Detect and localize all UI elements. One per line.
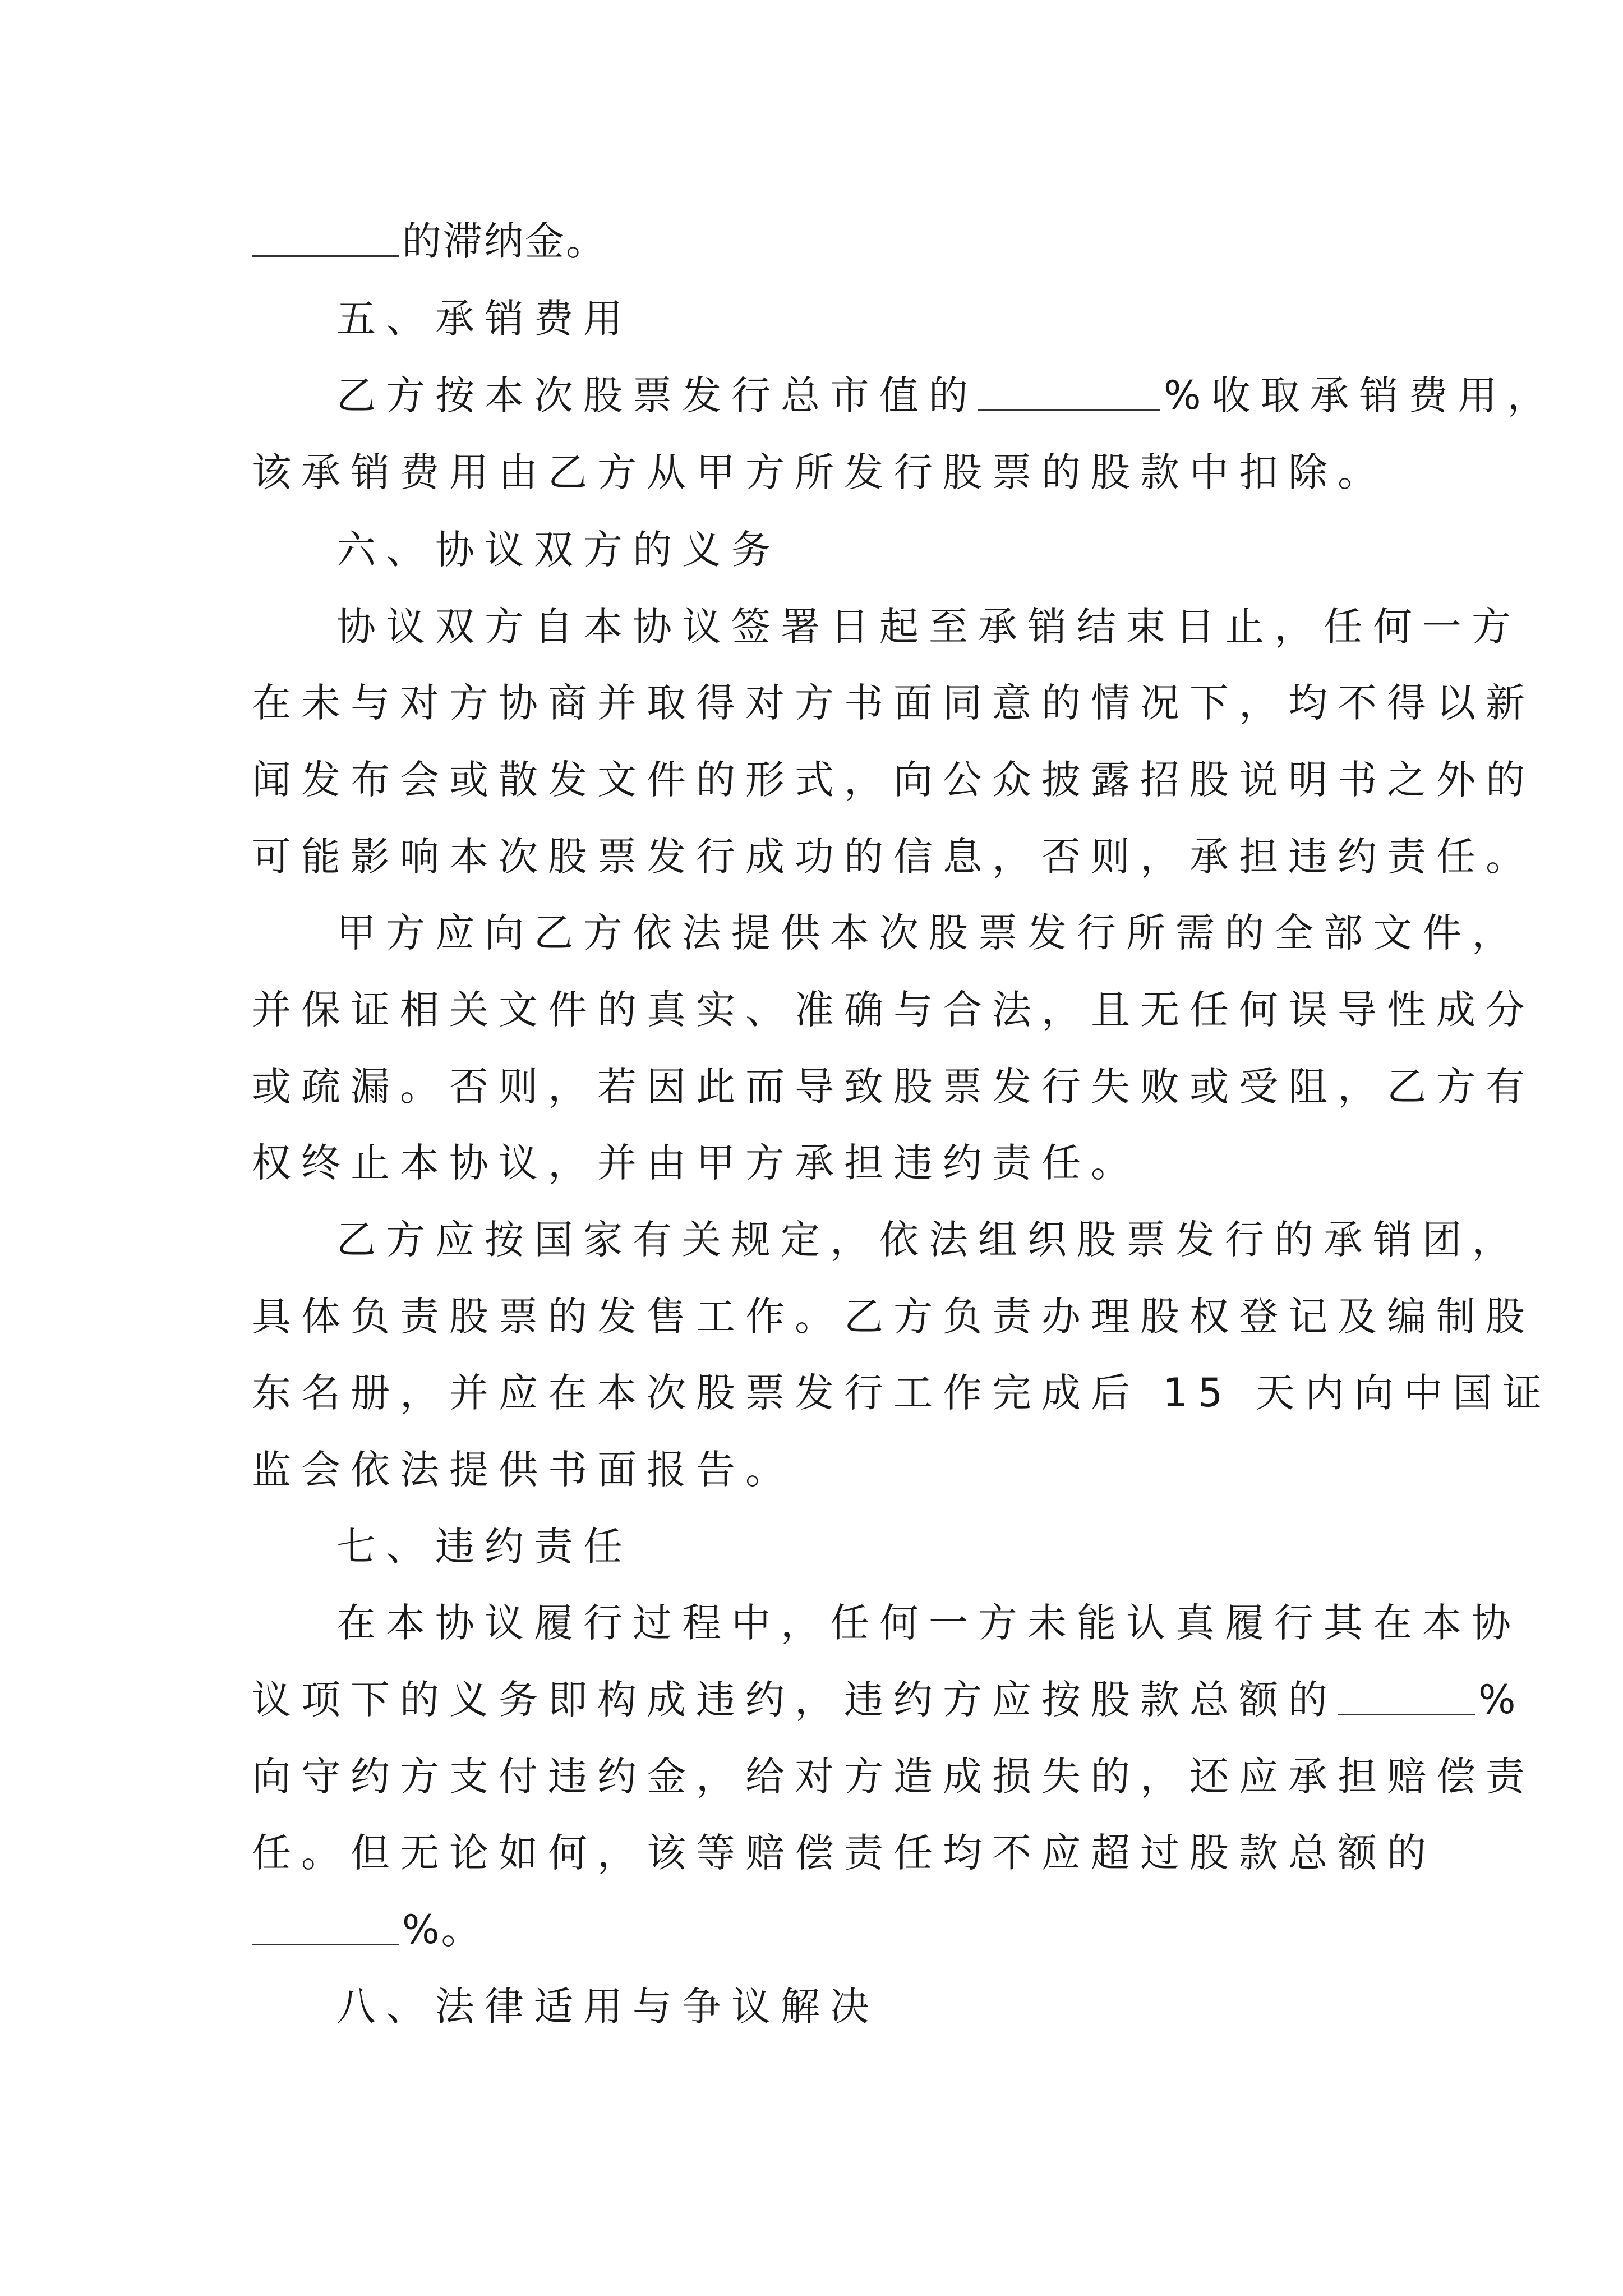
paragraph-line: 在未与对方协商并取得对方书面同意的情况下，均不得以新	[252, 680, 1535, 726]
line-text-before: 议项下的义务即构成违约，违约方应按股款总额的	[252, 1677, 1338, 1723]
line-text-after: %收取承销费用，	[1164, 372, 1557, 418]
section-heading: 五、承销费用	[336, 296, 633, 342]
paragraph-line: 向守约方支付违约金，给对方造成损失的，还应承担赔偿责	[252, 1754, 1535, 1800]
paragraph-line: 东名册，并应在本次股票发行工作完成后 15 天内向中国证	[252, 1370, 1552, 1416]
blank-field[interactable]	[252, 1944, 399, 1945]
paragraph-line: 协议双方自本协议签署日起至承销结束日止，任何一方	[336, 604, 1521, 650]
section-heading: 八、法律适用与争议解决	[336, 1984, 879, 2030]
blank-field[interactable]	[252, 255, 399, 257]
paragraph-line: 权终止本协议，并由甲方承担违约责任。	[252, 1140, 1140, 1186]
section-heading: 六、协议双方的义务	[336, 527, 781, 573]
paragraph-line: 在本协议履行过程中，任何一方未能认真履行其在本协	[336, 1600, 1521, 1646]
paragraph-line: 该承销费用由乙方从甲方所发行股票的股款中扣除。	[252, 449, 1387, 495]
paragraph-line: 监会依法提供书面报告。	[252, 1447, 795, 1493]
line-text-before: 乙方按本次股票发行总市值的	[336, 372, 978, 418]
paragraph-line: 具体负责股票的发售工作。乙方负责办理股权登记及编制股	[252, 1294, 1535, 1340]
paragraph-line: 或疏漏。否则，若因此而导致股票发行失败或受阻，乙方有	[252, 1064, 1535, 1110]
paragraph-line: 甲方应向乙方依法提供本次股票发行所需的全部文件，	[336, 910, 1521, 956]
fill-in-line	[336, 370, 1557, 421]
fill-in-line	[252, 1674, 1526, 1725]
paragraph-line: 任。但无论如何，该等赔偿责任均不应超过股款总额的	[252, 1830, 1436, 1876]
fill-in-line	[252, 216, 607, 266]
blank-field[interactable]	[978, 409, 1160, 411]
paragraph-line: 可能影响本次股票发行成功的信息，否则，承担违约责任。	[252, 834, 1535, 880]
paragraph-line: 乙方应按国家有关规定，依法组织股票发行的承销团，	[336, 1217, 1521, 1263]
line-text-after: %	[1478, 1677, 1526, 1723]
section-heading: 七、违约责任	[336, 1524, 633, 1570]
paragraph-line: 闻发布会或散发文件的形式，向公众披露招股说明书之外的	[252, 757, 1535, 803]
paragraph-line: 并保证相关文件的真实、准确与合法，且无任何误导性成分	[252, 987, 1535, 1033]
fill-in-line	[252, 1904, 482, 1955]
blank-field[interactable]	[1338, 1714, 1475, 1715]
line-text-after: %。	[402, 1907, 482, 1953]
line-text-after: 的滞纳金。	[402, 218, 607, 264]
